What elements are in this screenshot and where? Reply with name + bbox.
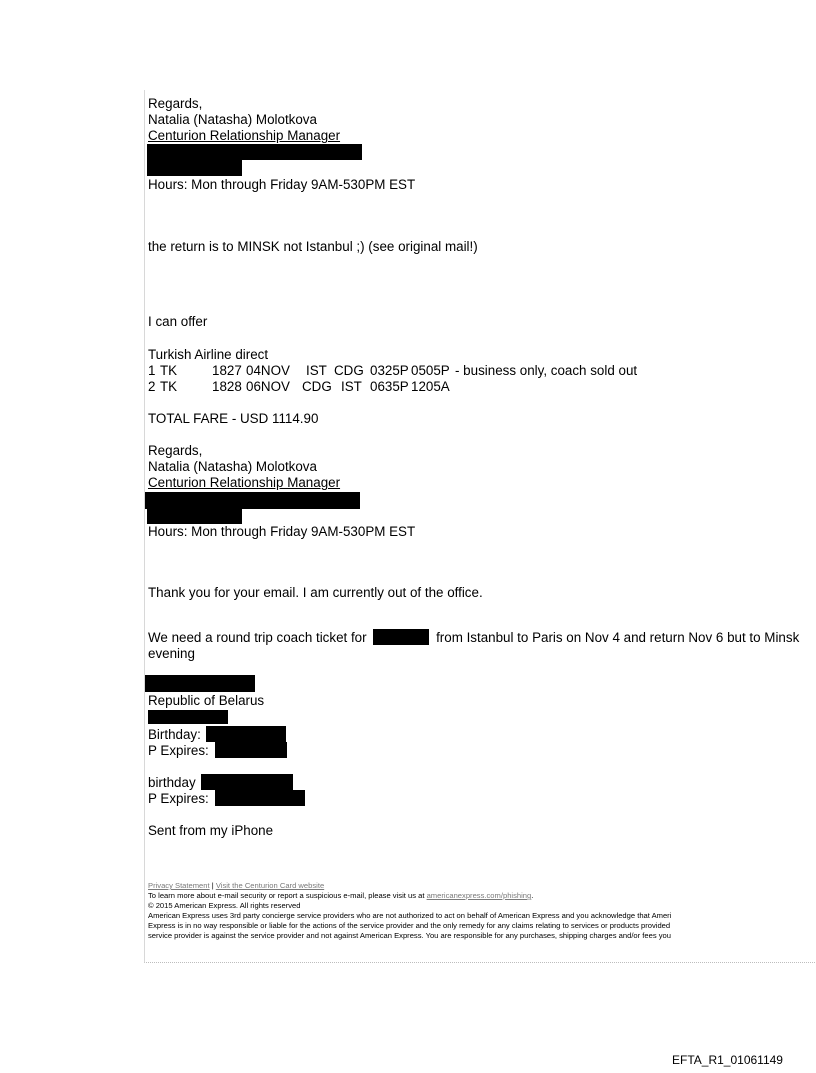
signature-hours: Hours: Mon through Friday 9AM-530PM EST [148,524,416,539]
redaction-box [373,629,429,645]
redaction-box [145,675,255,692]
signature-regards: Regards, [148,96,203,111]
offer-carrier: Turkish Airline direct [148,347,269,362]
footer-security [148,891,533,901]
flight-number-index: 2 [148,379,156,394]
expires-label: P Expires: [148,791,209,806]
auto-reply: Thank you for your email. I am currently out of the office. [148,585,483,600]
passenger-country: Republic of Belarus [148,693,265,708]
redaction-box [201,774,293,790]
birthday-label: Birthday: [148,727,201,742]
security-text: To learn more about e-mail security or report a suspicious e-mail, please visit us at [148,891,425,900]
sent-from: Sent from my iPhone [148,823,274,838]
flight-destination: IST [341,379,362,394]
flight-airline: TK [160,363,178,378]
offer-intro: I can offer [148,314,208,329]
footer-disclaimer: service provider is against the service provider and not against American Express. You are responsible for any purchases, shipping charges and/or fees you [148,931,671,940]
redaction-box [145,492,360,509]
flight-note: - business only, coach sold out [455,363,638,378]
request-text-2: from Istanbul to Paris on Nov 4 and return Nov 6 but to Minsk [436,630,800,645]
flight-origin: IST [306,363,327,378]
redaction-box [147,160,242,176]
flight-airline: TK [160,379,178,394]
footer-disclaimer: American Express uses 3rd party concierge service providers who are not authorized to act on behalf of American Express and you acknowledge that Ameri [148,911,672,920]
signature-title: Centurion Relationship Manager [148,128,341,143]
birthday-line-2 [148,774,293,791]
total-fare: TOTAL FARE - USD 1114.90 [148,411,319,426]
reply-note: the return is to MINSK not Istanbul ;) (see original mail!) [148,239,478,254]
signature-hours: Hours: Mon through Friday 9AM-530PM EST [148,177,416,192]
signature-name: Natalia (Natasha) Molotkova [148,459,317,474]
flight-code: 1827 [212,363,242,378]
flight-destination: CDG [334,363,364,378]
signature-name: Natalia (Natasha) Molotkova [148,112,317,127]
phishing-link[interactable]: americanexpress.com/phishing [426,891,532,900]
redaction-box [206,726,286,742]
footer-links [148,881,324,891]
request-line-2: evening [148,646,195,661]
footer-separator: | [209,881,216,890]
flight-number-index: 1 [148,363,156,378]
flight-code: 1828 [212,379,242,394]
redaction-box [147,508,242,524]
document-id: EFTA_R1_01061149 [672,1053,783,1067]
email-body [144,90,816,963]
privacy-statement-link[interactable]: Privacy Statement [148,881,210,890]
expires-label: P Expires: [148,743,209,758]
footer-copyright: © 2015 American Express. All rights reserved [148,901,301,910]
birthday-label: birthday [148,775,196,790]
flight-arrival: 0505P [411,363,450,378]
flight-date: 06NOV [246,379,290,394]
redaction-box [215,790,305,806]
flight-departure: 0325P [370,363,409,378]
flight-departure: 0635P [370,379,409,394]
centurion-website-link[interactable]: Visit the Centurion Card website [215,881,325,890]
footer-disclaimer: Express is in no way responsible or liable for the actions of the service provider and the only remedy for any claims relating to services or products provided [148,921,671,930]
request-text-1: We need a round trip coach ticket for [148,630,367,645]
flight-date: 04NOV [246,363,290,378]
birthday-line [148,726,286,743]
signature-regards: Regards, [148,443,203,458]
expires-line-2 [148,790,305,807]
redaction-box [147,144,362,160]
flight-arrival: 1205A [411,379,450,394]
expires-line [148,742,287,759]
signature-title: Centurion Relationship Manager [148,475,341,490]
request-line [148,629,799,646]
security-end: . [531,891,534,900]
redaction-box [215,742,287,758]
redaction-box [148,710,228,724]
flight-origin: CDG [302,379,332,394]
